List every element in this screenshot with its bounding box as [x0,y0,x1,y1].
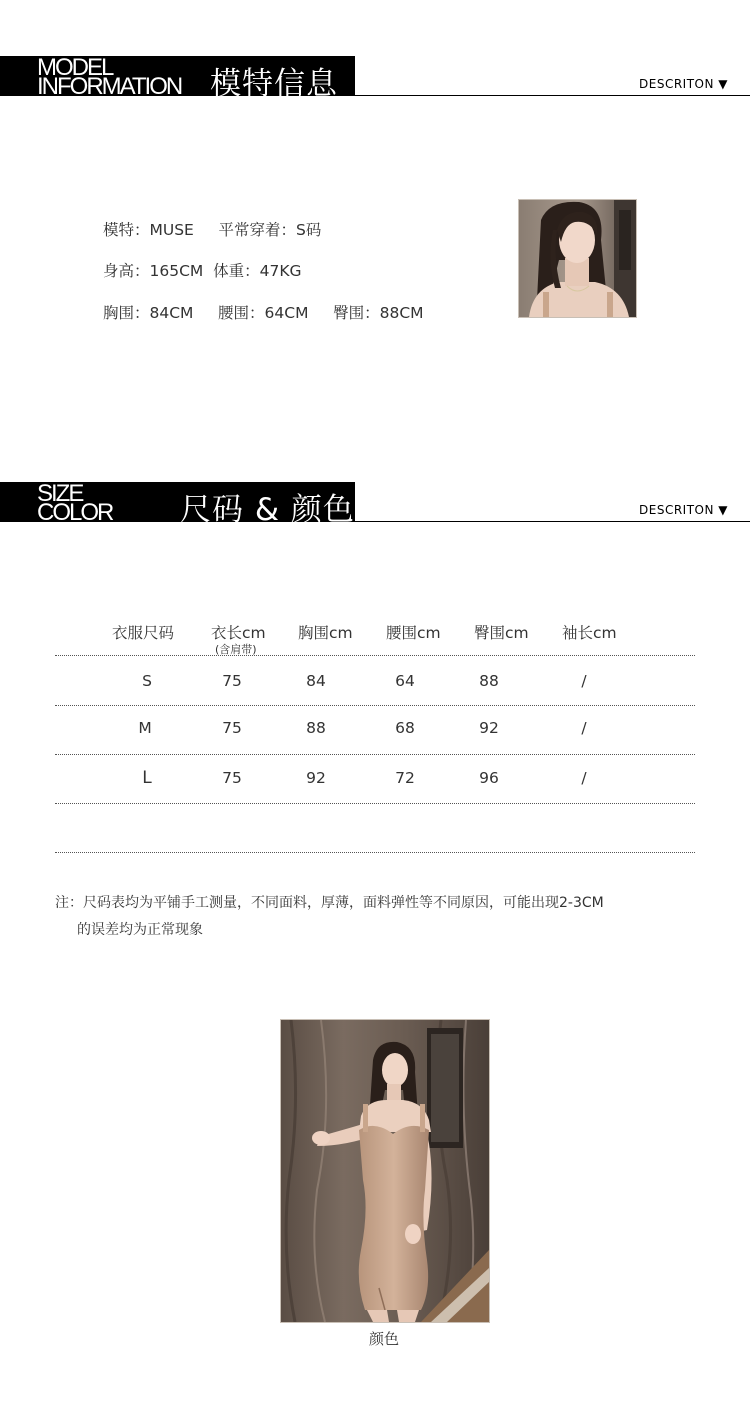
model-portrait-photo [518,199,637,318]
model-measurements-line: 胸围：84CM 腰围：64CM 臀围：88CM [103,304,424,322]
size-color-header [0,480,750,528]
description-dropdown[interactable]: DESCRITON ▼ [639,77,728,91]
col-header-bust: 胸围cm [298,624,353,642]
cell-bust: 88 [306,719,326,737]
cell-length: 75 [222,769,242,787]
header-en-title [37,480,113,526]
cell-bust: 84 [306,672,326,690]
cell-hip: 96 [479,769,499,787]
header-rule [355,95,750,96]
cell-length: 75 [222,672,242,690]
header-cn-title: 尺码 & 颜色 [180,492,355,528]
cell-waist: 72 [395,769,415,787]
color-photo [280,1019,490,1323]
cell-sleeve: / [581,719,587,737]
cell-hip: 92 [479,719,499,737]
color-caption: 颜色 [368,1330,399,1348]
cell-bust: 92 [306,769,326,787]
cell-waist: 68 [395,719,415,737]
table-divider [55,803,695,804]
header-rule [355,521,750,522]
model-name-line: 模特：MUSE 平常穿着：S码 [103,221,322,239]
table-divider [55,754,695,755]
table-divider [55,655,695,656]
color-photo-image [281,1020,489,1322]
cell-size: S [142,672,152,690]
model-portrait-image [519,200,636,317]
cell-sleeve: / [581,769,587,787]
header-en-line1: SIZE [37,480,83,507]
cell-waist: 64 [395,672,415,690]
col-header-length-note: (含肩带) [215,643,257,656]
cell-sleeve: / [581,672,587,690]
cell-length: 75 [222,719,242,737]
col-header-sleeve: 袖长cm [562,624,617,642]
col-header-size: 衣服尺码 [112,624,175,642]
col-header-length: 衣长cm [211,624,266,642]
table-divider [55,852,695,853]
header-en-line1: MODEL [37,54,113,81]
description-dropdown[interactable]: DESCRITON ▼ [639,503,728,517]
cell-hip: 88 [479,672,499,690]
header-en-title [37,54,182,100]
col-header-waist: 腰围cm [386,624,441,642]
model-height-weight-line: 身高：165CM 体重：47KG [103,262,302,280]
size-note-line2: 的误差均为正常现象 [77,922,203,938]
header-en-line2: INFORMATION [37,73,182,100]
model-info-header [0,54,750,102]
size-note-line1: 注：尺码表均为平铺手工测量，不同面料，厚薄，面料弹性等不同原因，可能出现2-3CM [55,895,604,911]
col-header-hip: 臀围cm [474,624,529,642]
cell-size: M [138,719,152,737]
header-cn-title: 模特信息 [210,66,338,102]
cell-size: L [142,768,152,788]
table-divider [55,705,695,706]
header-en-line2: COLOR [37,499,113,526]
